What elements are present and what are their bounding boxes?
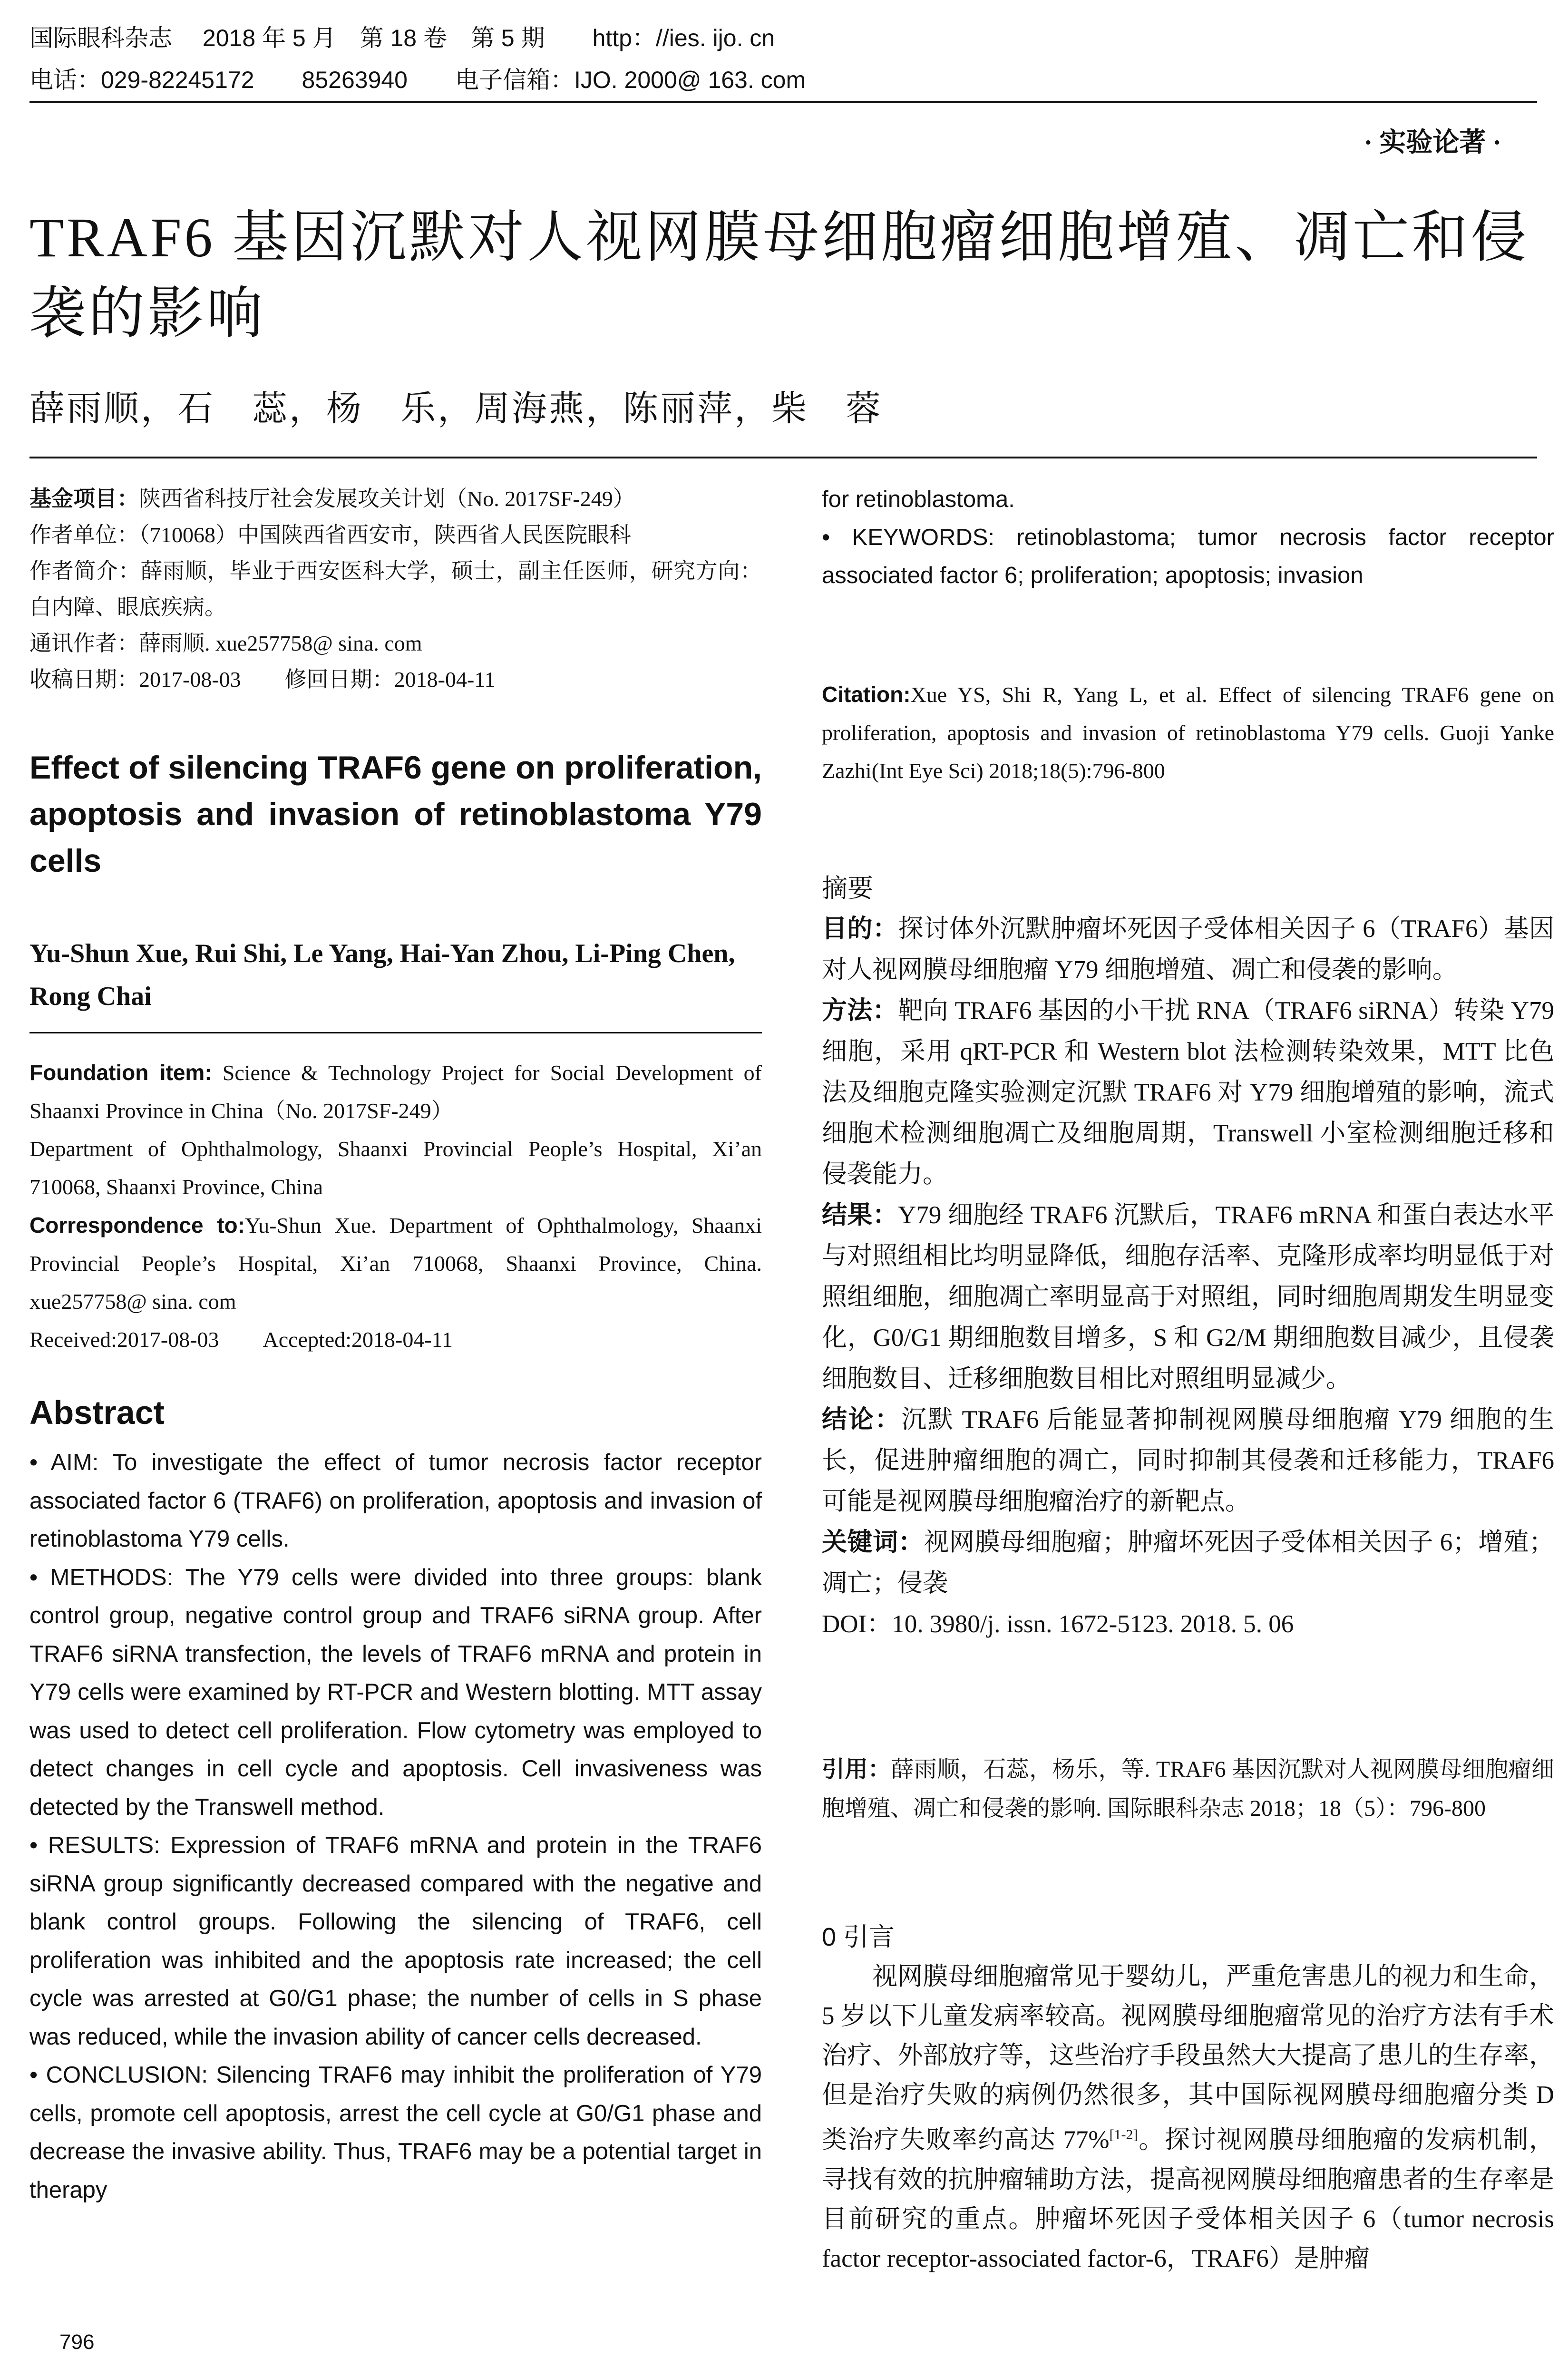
intro-heading: 0 引言 bbox=[822, 1923, 895, 1951]
citation-en: Citation:Xue YS, Shi R, Yang L, et al. Effect of silencing TRAF6 gene on proliferation, apoptosis and invasion of retinoblastoma Y79 cells. Guoji Yanke Zazhi(Int Eye Sci) 2018;18(5):796-800 bbox=[822, 682, 1554, 783]
cn-conclusion: 结论：沉默 TRAF6 后能显著抑制视网膜母细胞瘤 Y79 细胞的生长，促进肿瘤细胞的凋亡，同时抑制其侵袭和迁移能力，TRAF6 可能是视网膜母细胞瘤治疗的新靶点。 bbox=[822, 1405, 1554, 1515]
page-number: 796 bbox=[59, 2330, 95, 2354]
abstract-conclusion-cont: for retinoblastoma. bbox=[822, 487, 1015, 512]
fund-cn: 基金项目：陕西省科技厅社会发展攻关计划（No. 2017SF-249） bbox=[29, 486, 635, 511]
intro-body: 视网膜母细胞瘤常见于婴幼儿，严重危害患儿的视力和生命，5 岁以下儿童发病率较高。视网膜母细胞瘤常见的治疗方法有手术治疗、外部放疗等，这些治疗手段虽然大大提高了患儿的生存率，但是治疗失败的病例仍然很多，其中国际视网膜母细胞瘤分类 D 类治疗失败率约高达 77%[1-2]。探讨视网膜母细胞瘤的发病机制，寻找有效的抗肿瘤辅助方法，提高视网膜母细胞瘤患者的生存率是目前研究的重点。肿瘤坏死因子受体相关因子 6（tumor necrosis factor receptor-associated factor-6，TRAF6）是肿瘤 bbox=[822, 1963, 1554, 2272]
cn-abstract-heading: 摘要 bbox=[822, 874, 873, 903]
dates-cn: 收稿日期：2017-08-03 修回日期：2018-04-11 bbox=[29, 667, 496, 692]
header-rule bbox=[29, 101, 1537, 103]
authors-rule bbox=[29, 1032, 762, 1033]
abstract-aim: • AIM: To investigate the effect of tumor necrosis factor receptor associated factor 6 (TRAF6) on proliferation, apoptosis and invasion of retinoblastoma Y79 cells. bbox=[29, 1450, 762, 1552]
abstract-continued bbox=[822, 480, 1554, 594]
intro-citation-ref: [1-2] bbox=[1109, 2127, 1138, 2143]
journal-header-line1: 国际眼科杂志 2018 年 5 月 第 18 卷 第 5 期 http：//ies. ijo. cn bbox=[29, 25, 775, 51]
abstract-results: • RESULTS: Expression of TRAF6 mRNA and protein in the TRAF6 siRNA group significantly decreased compared with the negative and blank control groups. Following the silencing of TRAF6, cell proliferation was inhibited and the apoptosis rate increased; the cell cycle was arrested at G0/G1 phase; the number of cells in S phase was reduced, while the invasion ability of cancer cells decreased. bbox=[29, 1832, 762, 2050]
cn-methods: 方法：靶向 TRAF6 基因的小干扰 RNA（TRAF6 siRNA）转染 Y79 细胞，采用 qRT-PCR 和 Western blot 法检测转染效果，MTT 比色法及细胞克隆实验测定沉默 TRAF6 对 Y79 细胞增殖的影响，流式细胞术检测细胞凋亡及细胞周期，Transwell 小室检测细胞迁移和侵袭能力。 bbox=[822, 996, 1555, 1188]
title-en: Effect of silencing TRAF6 gene on proliferation, apoptosis and invasion of retinoblastoma Y79 cells bbox=[29, 750, 762, 879]
meta-en bbox=[29, 1053, 762, 1359]
cn-doi: DOI：10. 3980/j. issn. 1672-5123. 2018. 5. 06 bbox=[822, 1610, 1294, 1638]
unit-cn: 作者单位：（710068）中国陕西省西安市，陕西省人民医院眼科 bbox=[29, 523, 631, 547]
title-cn: TRAF6 基因沉默对人视网膜母细胞瘤细胞增殖、凋亡和侵袭的影响 bbox=[29, 206, 1530, 345]
journal-header-line2: 电话：029-82245172 85263940 电子信箱：IJO. 2000@ 163. com bbox=[29, 67, 806, 93]
cn-results: 结果：Y79 细胞经 TRAF6 沉默后，TRAF6 mRNA 和蛋白表达水平与对照组相比均明显降低，细胞存活率、克隆形成率均明显低于对照组细胞，细胞凋亡率明显高于对照组，同时细胞周期发生明显变化，G0/G1 期细胞数目增多，S 和 G2/M 期细胞数目减少，且侵袭细胞数目、迁移细胞数目相比对照组明显减少。 bbox=[822, 1201, 1554, 1393]
abstract-conclusion: • CONCLUSION: Silencing TRAF6 may inhibit the proliferation of Y79 cells, promote cell apoptosis, arrest the cell cycle at G0/G1 phase and decrease the invasive ability. Thus, TRAF6 may be a potential target in therapy bbox=[29, 2062, 762, 2203]
dates-en: Received:2017-08-03 Accepted:2018-04-11 bbox=[29, 1327, 453, 1352]
cn-abstract-body bbox=[822, 908, 1554, 1645]
section-tag: · 实验论著 · bbox=[1363, 128, 1501, 157]
abstract-heading: Abstract bbox=[29, 1394, 165, 1431]
corr-cn: 通讯作者：薛雨顺. xue257758@ sina. com bbox=[29, 631, 422, 655]
fund-en: Foundation item: Science & Technology Project for Social Development of Shaanxi Province in China（No. 2017SF-249） bbox=[29, 1060, 762, 1123]
dept-en: Department of Ophthalmology, Shaanxi Provincial People’s Hospital, Xi’an 710068, Shaanxi Province, China bbox=[29, 1137, 762, 1199]
abstract-keywords: • KEYWORDS: retinoblastoma; tumor necrosis factor receptor associated factor 6; proliferation; apoptosis; invasion bbox=[822, 525, 1554, 588]
bio-cn: 作者简介：薛雨顺，毕业于西安医科大学，硕士，副主任医师，研究方向：白内障、眼底疾病。 bbox=[29, 559, 762, 619]
abstract-body bbox=[29, 1443, 762, 2209]
title-rule bbox=[29, 457, 1537, 458]
cn-keywords: 关键词：视网膜母细胞瘤；肿瘤坏死因子受体相关因子 6；增殖；凋亡；侵袭 bbox=[822, 1528, 1555, 1597]
authors-en: Yu-Shun Xue, Rui Shi, Le Yang, Hai-Yan Zhou, Li-Ping Chen, Rong Chai bbox=[29, 939, 735, 1011]
meta-cn bbox=[29, 480, 762, 698]
corr-en: Correspondence to:Yu-Shun Xue. Department of Ophthalmology, Shaanxi Provincial People’s Hospital, Xi’an 710068, Shaanxi Province, China. xue257758@ sina. com bbox=[29, 1213, 762, 1314]
abstract-methods: • METHODS: The Y79 cells were divided into three groups: blank control group, negative control group and TRAF6 siRNA group. After TRAF6 siRNA transfection, the levels of TRAF6 mRNA and protein in Y79 cells were examined by RT-PCR and Western blotting. MTT assay was used to detect cell proliferation. Flow cytometry was employed to detect changes in cell cycle and apoptosis. Cell invasiveness was detected by the Transwell method. bbox=[29, 1564, 762, 1820]
citation-cn: 引用：薛雨顺，石蕊，杨乐，等. TRAF6 基因沉默对人视网膜母细胞瘤细胞增殖、凋亡和侵袭的影响. 国际眼科杂志 2018；18（5）：796-800 bbox=[822, 1757, 1554, 1821]
cn-aim: 目的：探讨体外沉默肿瘤坏死因子受体相关因子 6（TRAF6）基因对人视网膜母细胞瘤 Y79 细胞增殖、凋亡和侵袭的影响。 bbox=[822, 915, 1555, 984]
authors-cn: 薛雨顺，石 蕊，杨 乐，周海燕，陈丽萍，柴 蓉 bbox=[29, 390, 883, 429]
